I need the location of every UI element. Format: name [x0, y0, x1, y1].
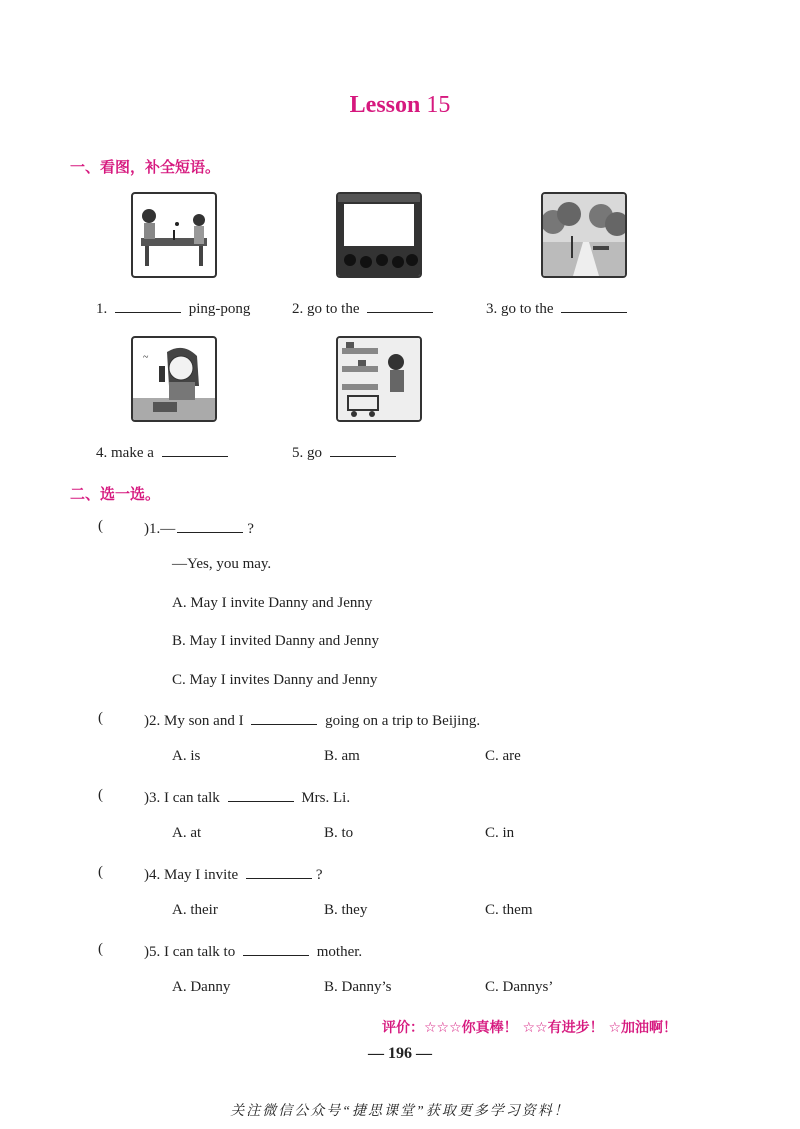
- question-2-blank: [251, 710, 317, 725]
- phrase-5: 5. go: [292, 442, 400, 462]
- answer-paren-4[interactable]: (: [98, 864, 103, 880]
- section1-heading: 一、看图，补全短语。: [70, 158, 221, 176]
- q3-option-a: A. at: [172, 825, 202, 841]
- footer-note: 关注微信公众号“捷思课堂”获取更多学习资料！: [230, 1104, 570, 1119]
- question-1: )1.— ?: [144, 518, 254, 538]
- answer-paren-5[interactable]: (: [98, 941, 103, 957]
- answer-paren-2[interactable]: (: [98, 710, 103, 726]
- playing-ping-pong-illustration: [131, 192, 217, 278]
- question-1-blank: [177, 518, 243, 533]
- svg-text:~: ~: [143, 352, 149, 363]
- q3-option-c: C. in: [485, 825, 515, 841]
- answer-blank-4[interactable]: [162, 442, 228, 457]
- question-1-reply: —Yes, you may.: [172, 556, 272, 572]
- phone-call-illustration: [131, 336, 217, 422]
- page-title: [0, 92, 800, 119]
- question-4-blank: [246, 864, 312, 879]
- q4-option-b: B. they: [324, 902, 368, 918]
- answer-blank-2[interactable]: [367, 298, 433, 313]
- q3-option-b: B. to: [324, 825, 354, 841]
- question-3: )3. I can talk Mrs. Li.: [144, 787, 350, 807]
- phrase-4: 4. make a: [96, 442, 232, 462]
- question-2: )2. My son and I going on a trip to Beijing.: [144, 710, 480, 730]
- question-5: )5. I can talk to mother.: [144, 941, 362, 961]
- q5-option-b: B. Danny’s: [324, 979, 392, 995]
- q4-option-c: C. them: [485, 902, 533, 918]
- q2-option-b: B. am: [324, 748, 360, 764]
- q1-option-a: A. May I invite Danny and Jenny: [172, 595, 373, 611]
- answer-blank-3[interactable]: [561, 298, 627, 313]
- q5-option-c: C. Dannys’: [485, 979, 554, 995]
- answer-blank-1[interactable]: [115, 298, 181, 313]
- q2-option-a: A. is: [172, 748, 201, 764]
- page-number: — 196 —: [368, 1045, 432, 1062]
- question-3-blank: [228, 787, 294, 802]
- shopping-illustration: [336, 336, 422, 422]
- answer-blank-5[interactable]: [330, 442, 396, 457]
- answer-paren-3[interactable]: (: [98, 787, 103, 803]
- phrase-3: 3. go to the: [486, 298, 631, 318]
- answer-paren-1[interactable]: (: [98, 518, 103, 534]
- q1-option-c: C. May I invites Danny and Jenny: [172, 672, 378, 688]
- q2-option-c: C. are: [485, 748, 521, 764]
- title-number: 15: [426, 92, 451, 118]
- section2-heading: 二、选一选。: [70, 485, 161, 503]
- title-word: Lesson: [349, 92, 421, 118]
- q4-option-a: A. their: [172, 902, 218, 918]
- phrase-2: 2. go to the: [292, 298, 437, 318]
- q5-option-a: A. Danny: [172, 979, 231, 995]
- cinema-illustration: [336, 192, 422, 278]
- question-4: )4. May I invite ?: [144, 864, 323, 884]
- evaluation-line: 评价：☆☆☆你真棒！ ☆☆有进步！ ☆加油啊！: [382, 1020, 678, 1036]
- park-illustration: [541, 192, 627, 278]
- question-5-blank: [243, 941, 309, 956]
- phrase-1: 1. ping-pong: [96, 298, 250, 318]
- q1-option-b: B. May I invited Danny and Jenny: [172, 633, 380, 649]
